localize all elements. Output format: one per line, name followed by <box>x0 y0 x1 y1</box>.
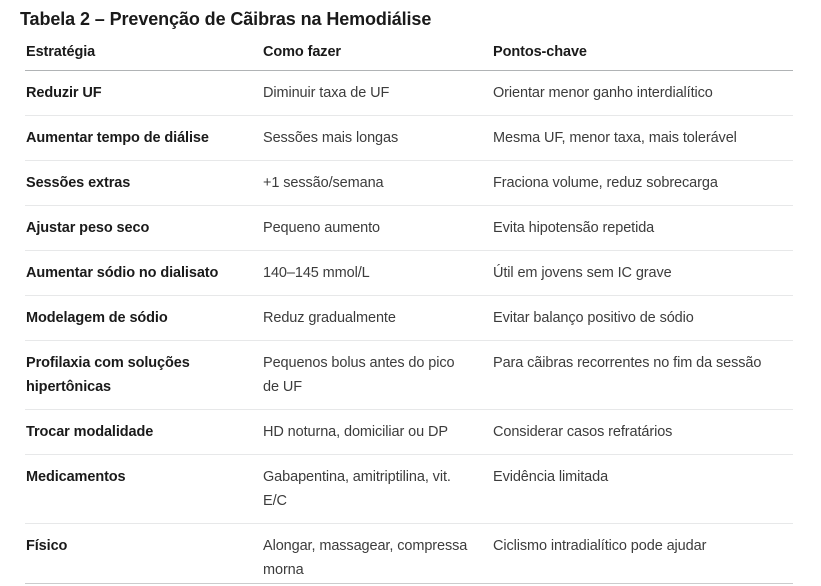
table-row <box>25 524 793 584</box>
cell-como-fazer: Sessões mais longas <box>262 116 492 161</box>
cell-como-fazer: HD noturna, domiciliar ou DP <box>262 410 492 455</box>
column-header-estrategia: Estratégia <box>25 37 262 71</box>
cell-estrategia: Reduzir UF <box>25 71 262 116</box>
cell-como-fazer: Diminuir taxa de UF <box>262 71 492 116</box>
cell-como-fazer: Reduz gradualmente <box>262 296 492 341</box>
header-row <box>25 37 793 71</box>
cell-pontos-chave: Evita hipotensão repetida <box>492 206 793 251</box>
cell-pontos-chave: Evitar balanço positivo de sódio <box>492 296 793 341</box>
table-row <box>25 116 793 161</box>
cell-estrategia: Ajustar peso seco <box>25 206 262 251</box>
cell-pontos-chave: Ciclismo intradialítico pode ajudar <box>492 524 793 584</box>
table-row <box>25 206 793 251</box>
table-row <box>25 251 793 296</box>
cell-como-fazer: Pequenos bolus antes do pico de UF <box>262 341 492 410</box>
cell-pontos-chave: Fraciona volume, reduz sobrecarga <box>492 161 793 206</box>
prevention-table <box>25 37 793 584</box>
cell-pontos-chave: Mesma UF, menor taxa, mais tolerável <box>492 116 793 161</box>
cell-como-fazer: +1 sessão/semana <box>262 161 492 206</box>
column-header-pontos-chave: Pontos-chave <box>492 37 793 71</box>
table-title: Tabela 2 – Prevenção de Cãibras na Hemodiálise <box>20 9 432 29</box>
cell-estrategia: Trocar modalidade <box>25 410 262 455</box>
cell-como-fazer: Gabapentina, amitriptilina, vit. E/C <box>262 455 492 524</box>
cell-como-fazer: Pequeno aumento <box>262 206 492 251</box>
cell-estrategia: Aumentar tempo de diálise <box>25 116 262 161</box>
cell-estrategia: Sessões extras <box>25 161 262 206</box>
cell-como-fazer: 140–145 mmol/L <box>262 251 492 296</box>
cell-pontos-chave: Útil em jovens sem IC grave <box>492 251 793 296</box>
table-row <box>25 455 793 524</box>
cell-estrategia: Profilaxia com soluções hipertônicas <box>25 341 262 410</box>
table-row <box>25 161 793 206</box>
table-row <box>25 341 793 410</box>
column-header-como-fazer: Como fazer <box>262 37 492 71</box>
table-row <box>25 410 793 455</box>
table-row <box>25 296 793 341</box>
cell-estrategia: Físico <box>25 524 262 584</box>
cell-estrategia: Aumentar sódio no dialisato <box>25 251 262 296</box>
cell-estrategia: Medicamentos <box>25 455 262 524</box>
cell-estrategia: Modelagem de sódio <box>25 296 262 341</box>
cell-como-fazer: Alongar, massagear, compressa morna <box>262 524 492 584</box>
cell-pontos-chave: Evidência limitada <box>492 455 793 524</box>
cell-pontos-chave: Considerar casos refratários <box>492 410 793 455</box>
cell-pontos-chave: Orientar menor ganho interdialítico <box>492 71 793 116</box>
table-header-row <box>25 37 793 71</box>
cell-pontos-chave: Para cãibras recorrentes no fim da sessão <box>492 341 793 410</box>
table-row <box>25 71 793 116</box>
